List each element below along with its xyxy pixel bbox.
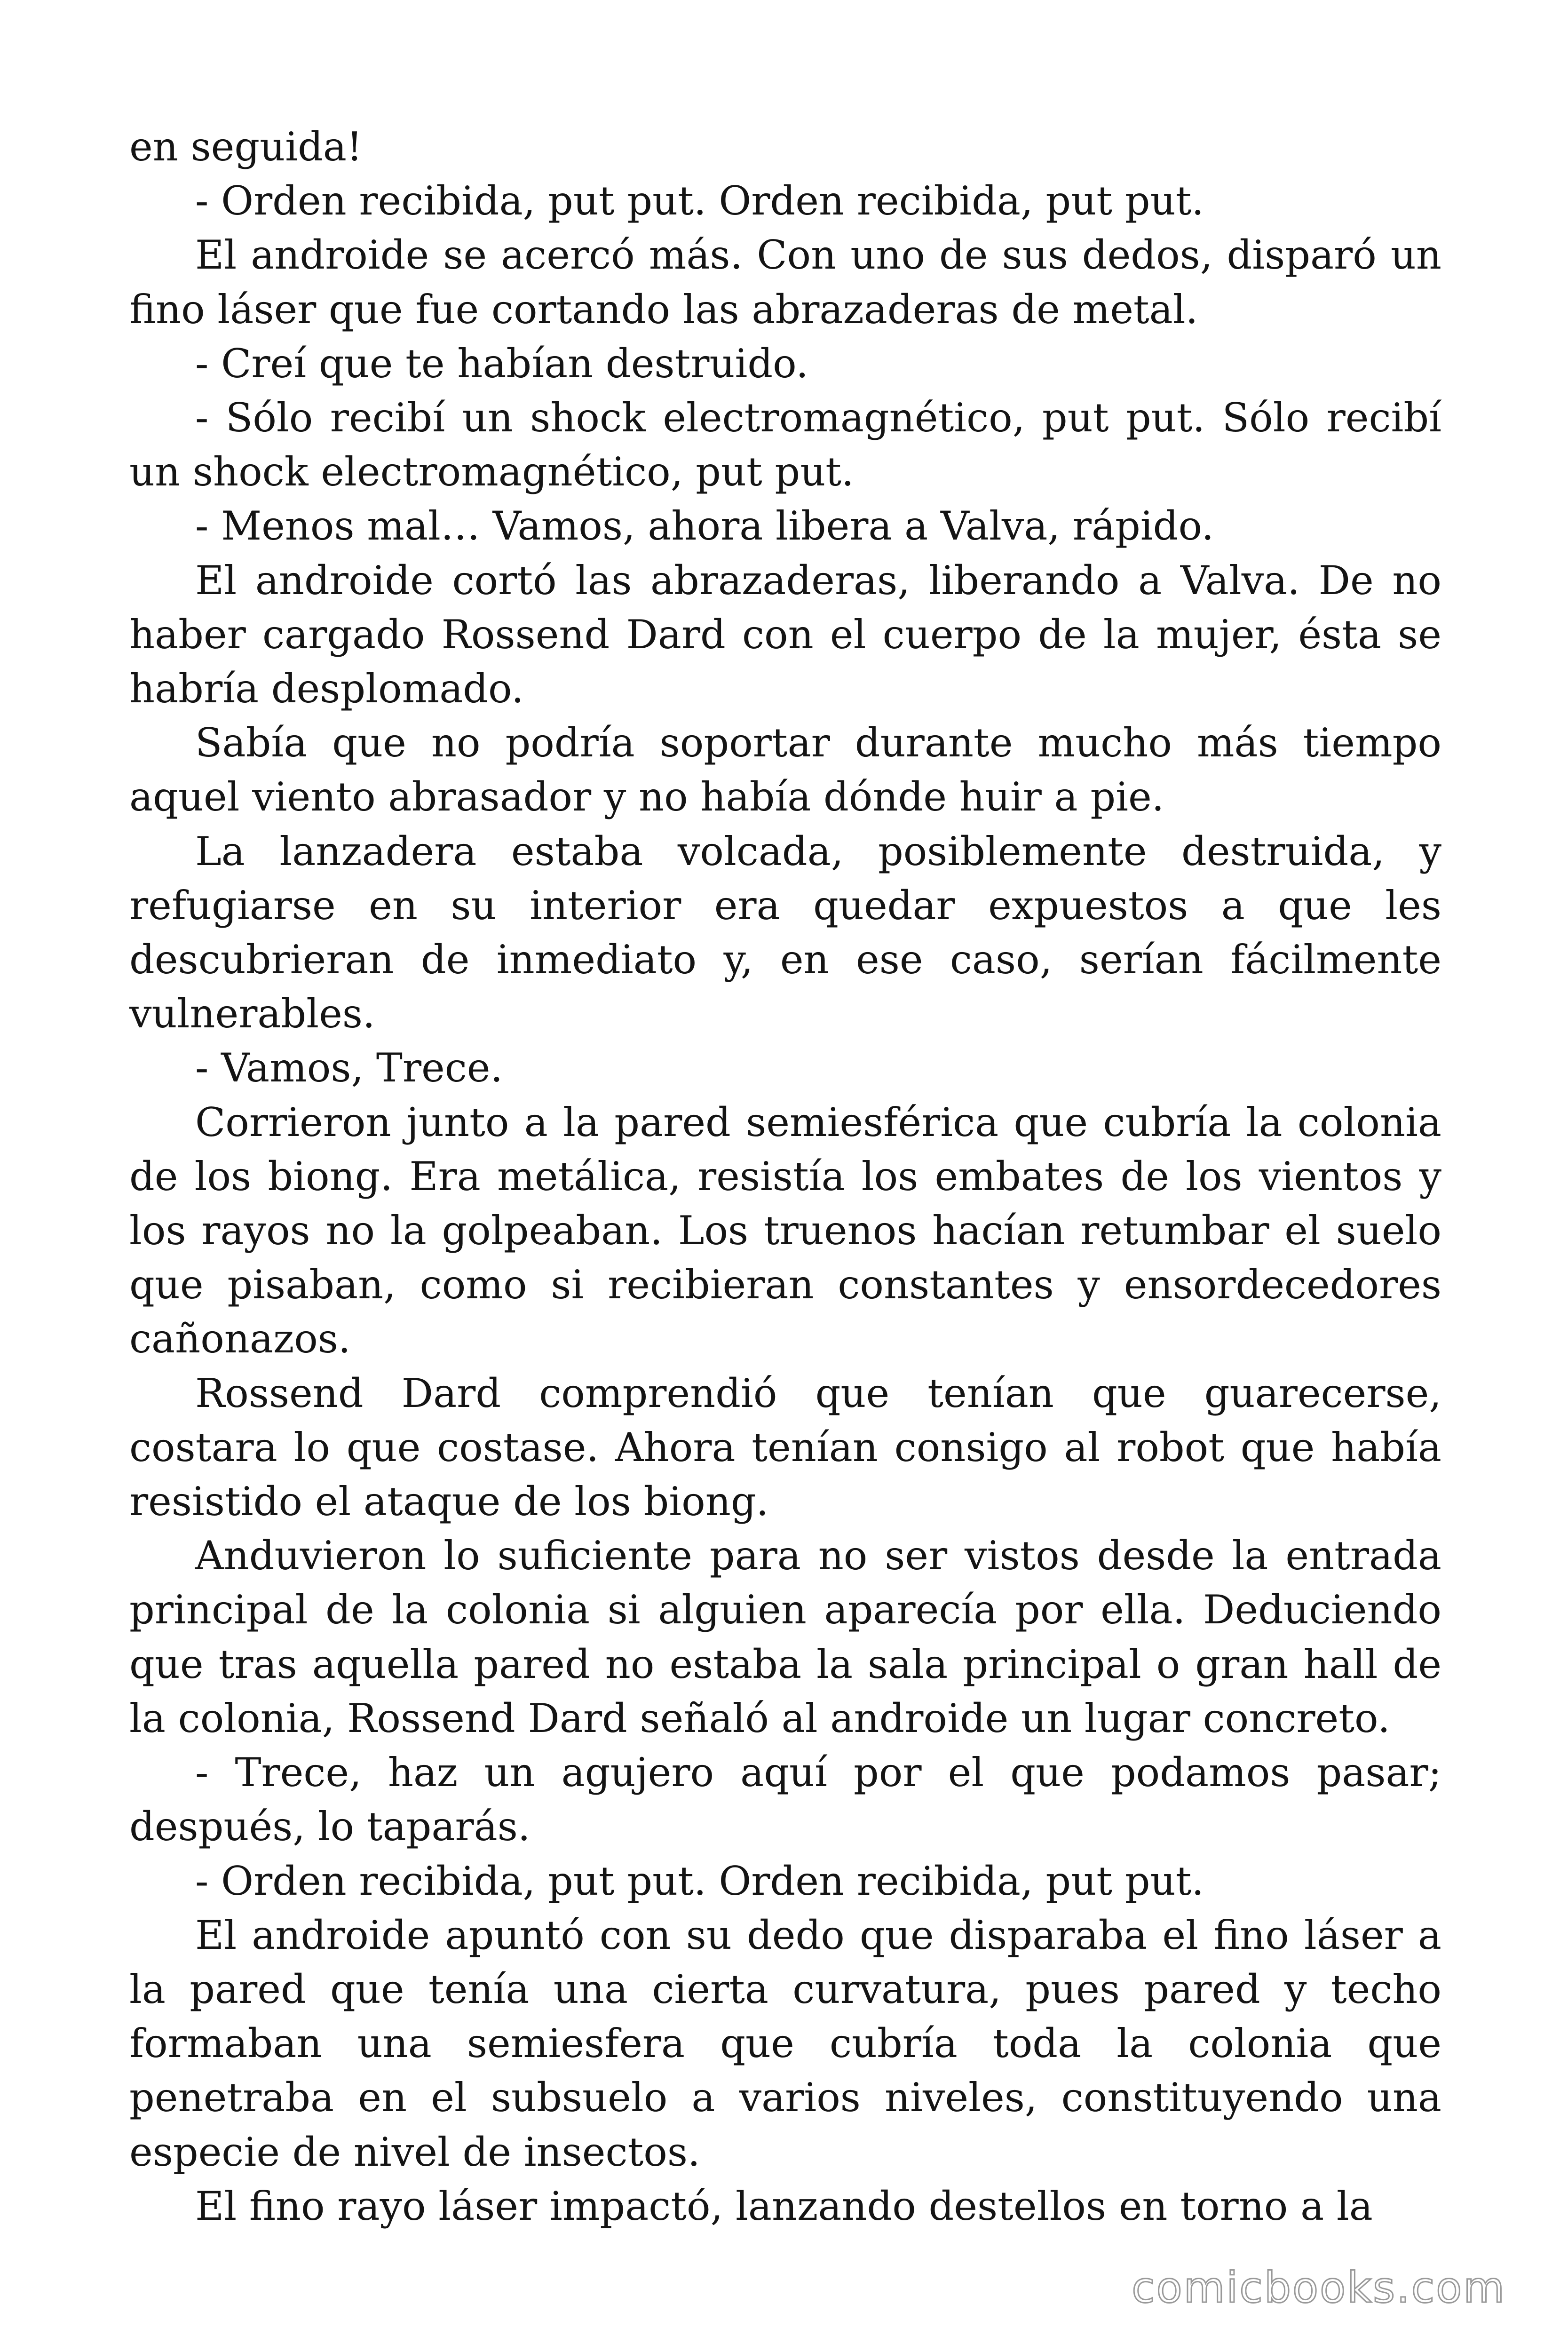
paragraph: El fino rayo láser impactó, lanzando destellos en torno a la — [195, 2183, 1373, 2229]
paragraph: - Orden recibida, put put. Orden recibida, put put. — [195, 178, 1204, 224]
paragraph: en seguida! — [129, 124, 363, 170]
paragraph: El androide se acercó más. Con uno de sus dedos, disparó un fino láser que fue cortando las abrazaderas de metal. — [129, 232, 1441, 333]
site-watermark: comicbooks.com — [1132, 2263, 1506, 2312]
paragraph: El androide apuntó con su dedo que disparaba el fino láser a la pared que tenía una cierta curvatura, pues pared y techo formaban una semiesfera que cubría toda la colonia que penetraba en el subsuelo a varios niveles, constituyendo una especie de nivel de insectos. — [129, 1912, 1441, 2175]
paragraph: La lanzadera estaba volcada, posiblemente destruida, y refugiarse en su interior era quedar expuestos a que les descubrieran de inmediato y, en ese caso, serían fácilmente vulnerables. — [129, 828, 1441, 1037]
paragraph: El androide cortó las abrazaderas, liberando a Valva. De no haber cargado Rossend Dard con el cuerpo de la mujer, ésta se habría desplomado. — [129, 557, 1441, 712]
book-page-text — [129, 120, 1441, 2233]
paragraph: - Sólo recibí un shock electromagnético, put put. Sólo recibí un shock electromagnético, put put. — [129, 395, 1441, 495]
paragraph: - Vamos, Trece. — [195, 1045, 503, 1091]
paragraph: Corrieron junto a la pared semiesférica que cubría la colonia de los biong. Era metálica, resistía los embates de los vientos y los rayos no la golpeaban. Los truenos hacían retumbar el suelo que pisaban, como si recibieran constantes y ensordecedores cañonazos. — [129, 1099, 1441, 1362]
paragraph: Rossend Dard comprendió que tenían que guarecerse, costara lo que costase. Ahora tenían consigo al robot que había resistido el ataque de los biong. — [129, 1370, 1441, 1525]
paragraph: Sabía que no podría soportar durante mucho más tiempo aquel viento abrasador y no había dónde huir a pie. — [129, 720, 1441, 820]
paragraph: - Menos mal… Vamos, ahora libera a Valva, rápido. — [195, 503, 1214, 549]
paragraph: Anduvieron lo suficiente para no ser vistos desde la entrada principal de la colonia si alguien aparecía por ella. Deduciendo que tras aquella pared no estaba la sala principal o gran hall de la colonia, Rossend Dard señaló al androide un lugar concreto. — [129, 1533, 1441, 1741]
paragraph: - Orden recibida, put put. Orden recibida, put put. — [195, 1858, 1204, 1904]
paragraph: - Trece, haz un agujero aquí por el que podamos pasar; después, lo taparás. — [129, 1749, 1441, 1850]
paragraph: - Creí que te habían destruido. — [195, 340, 808, 387]
